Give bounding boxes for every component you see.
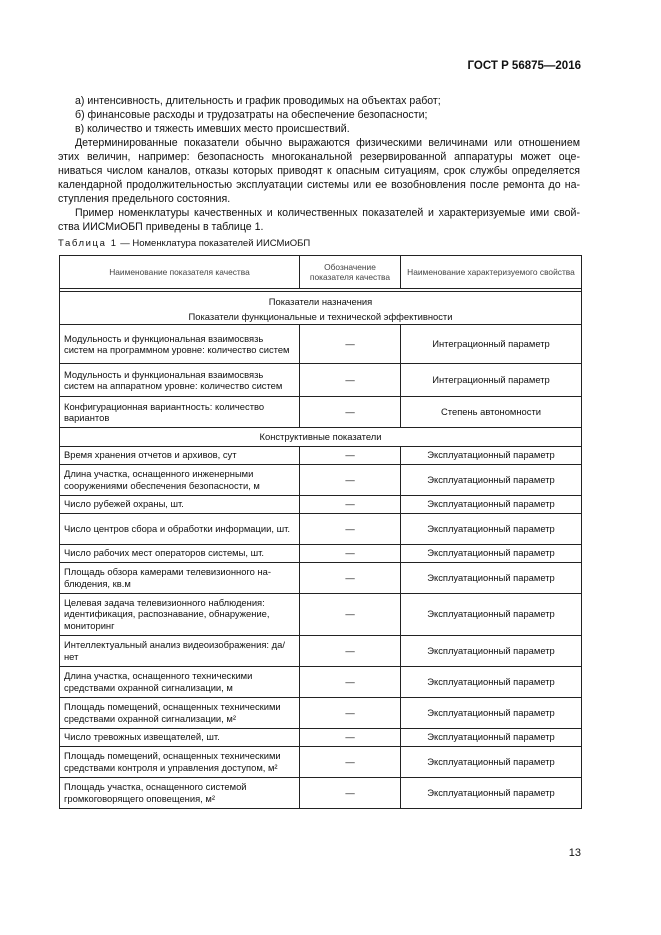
paragraph-deterministic: Детерминированные показатели обычно выражаются физическими величинами или отношением этих величин, например: безопасность многоканальной резервированной аппаратуры может оцениваться числом каналов, отказы которых приводят к опасным ситуациям, срок службы определяется календарной продолжительностью эксплуатации системы или ее возобновления после ремонта до наступления предельного состояния. — [58, 137, 580, 205]
section-row — [60, 292, 582, 325]
indicator-name: Время хранения отчетов и архивов, сут — [60, 446, 300, 464]
indicator-symbol: — — [300, 666, 401, 697]
indicator-symbol: — — [300, 513, 401, 544]
indicator-name: Число центров сбора и обработки информации, шт. — [60, 513, 300, 544]
indicator-property: Эксплуатационный параметр — [401, 495, 582, 513]
indicator-symbol: — — [300, 746, 401, 777]
page-number: 13 — [568, 847, 581, 859]
indicator-property: Эксплуатационный параметр — [401, 728, 582, 746]
paragraph-example: Пример номенклатуры качественных и количественных показателей и характеризуемые ими свойства ИИСМиОБП приведены в таблице 1. — [58, 207, 580, 233]
caption-label: Таблица 1 — [58, 238, 118, 249]
indicator-property: Интеграционный параметр — [401, 364, 582, 397]
indicator-name: Площадь помещений, оснащенных техническими средствами контроля и управления доступом, м² — [60, 746, 300, 777]
indicator-property: Интеграционный параметр — [401, 325, 582, 364]
indicator-property: Эксплуатационный параметр — [401, 513, 582, 544]
col-header-name: Наименование показателя качества — [60, 256, 300, 289]
indicators-table — [59, 255, 582, 809]
list-item-c: в) количество и тяжесть имевших место происшествий. — [75, 123, 350, 135]
col-header-property: Наименование характеризуемого свойства — [401, 256, 582, 289]
list-item-a: а) интенсивность, длительность и график проводимых на объектах работ; — [75, 95, 441, 107]
table-row — [60, 746, 582, 777]
table-row — [60, 777, 582, 808]
indicator-symbol: — — [300, 728, 401, 746]
indicator-name: Модульность и функциональная взаимосвязь систем на аппаратном уровне: количество систем — [60, 364, 300, 397]
indicator-property: Эксплуатационный параметр — [401, 666, 582, 697]
table-row — [60, 495, 582, 513]
section-title: Показатели назначения — [268, 296, 373, 307]
indicator-name: Целевая задача телевизионного наблюдения: идентификация, распознавание, обнаружение, мониторинг — [60, 593, 300, 635]
document-id: ГОСТ Р 56875—2016 — [467, 60, 581, 72]
list-item-b: б) финансовые расходы и трудозатраты на обеспечение безопасности; — [75, 109, 428, 121]
indicator-name: Длина участка, оснащенного техническими средствами охранной сигнализации, м — [60, 666, 300, 697]
table-row — [60, 364, 582, 397]
indicator-property: Эксплуатационный параметр — [401, 697, 582, 728]
indicator-name: Число рубежей охраны, шт. — [60, 495, 300, 513]
table-row — [60, 728, 582, 746]
indicator-name: Интеллектуальный анализ видеоизображения: да/нет — [60, 635, 300, 666]
section-subtitle: Показатели функциональные и технической эффективности — [188, 310, 453, 322]
table-caption — [58, 238, 310, 249]
table-row — [60, 325, 582, 364]
table-row — [60, 513, 582, 544]
indicator-symbol: — — [300, 397, 401, 428]
indicator-symbol: — — [300, 544, 401, 562]
indicator-property: Эксплуатационный параметр — [401, 562, 582, 593]
indicator-symbol: — — [300, 777, 401, 808]
table-row — [60, 446, 582, 464]
indicator-property: Эксплуатационный параметр — [401, 446, 582, 464]
table-row — [60, 544, 582, 562]
indicator-symbol: — — [300, 364, 401, 397]
indicator-property: Эксплуатационный параметр — [401, 777, 582, 808]
indicator-name: Модульность и функциональная взаимосвязь систем на программном уровне: количество систем — [60, 325, 300, 364]
section-row — [60, 428, 582, 447]
table-row — [60, 397, 582, 428]
indicator-name: Площадь обзора камерами телевизионного наблюдения, кв.м — [60, 562, 300, 593]
body-text — [58, 94, 580, 234]
indicator-property: Эксплуатационный параметр — [401, 593, 582, 635]
indicator-symbol: — — [300, 464, 401, 495]
table-row — [60, 593, 582, 635]
indicator-name: Число рабочих мест операторов системы, шт. — [60, 544, 300, 562]
indicator-property: Степень автономности — [401, 397, 582, 428]
indicator-name: Площадь помещений, оснащенных техническими средствами охранной сигнализации, м² — [60, 697, 300, 728]
indicator-symbol: — — [300, 635, 401, 666]
indicator-symbol: — — [300, 495, 401, 513]
indicator-property: Эксплуатационный параметр — [401, 635, 582, 666]
table-row — [60, 697, 582, 728]
indicator-symbol: — — [300, 446, 401, 464]
indicator-symbol: — — [300, 697, 401, 728]
indicator-name: Площадь участка, оснащенного системой громкоговорящего оповещения, м² — [60, 777, 300, 808]
indicator-property: Эксплуатационный параметр — [401, 464, 582, 495]
table-header-row — [60, 256, 582, 289]
col-header-symbol: Обозначение показателя качества — [300, 256, 401, 289]
section-title: Конструктивные показатели — [60, 428, 582, 447]
indicator-name: Число тревожных извещателей, шт. — [60, 728, 300, 746]
table-row — [60, 635, 582, 666]
indicator-symbol: — — [300, 593, 401, 635]
indicator-name: Конфигурационная вариантность: количество вариантов — [60, 397, 300, 428]
indicator-property: Эксплуатационный параметр — [401, 746, 582, 777]
indicator-property: Эксплуатационный параметр — [401, 544, 582, 562]
caption-text: — Номенклатура показателей ИИСМиОБП — [117, 238, 311, 249]
table-row — [60, 666, 582, 697]
indicator-name: Длина участка, оснащенного инженерными сооружениями обеспечения безопасности, м — [60, 464, 300, 495]
table-row — [60, 562, 582, 593]
table-row — [60, 464, 582, 495]
indicator-symbol: — — [300, 562, 401, 593]
indicator-symbol: — — [300, 325, 401, 364]
